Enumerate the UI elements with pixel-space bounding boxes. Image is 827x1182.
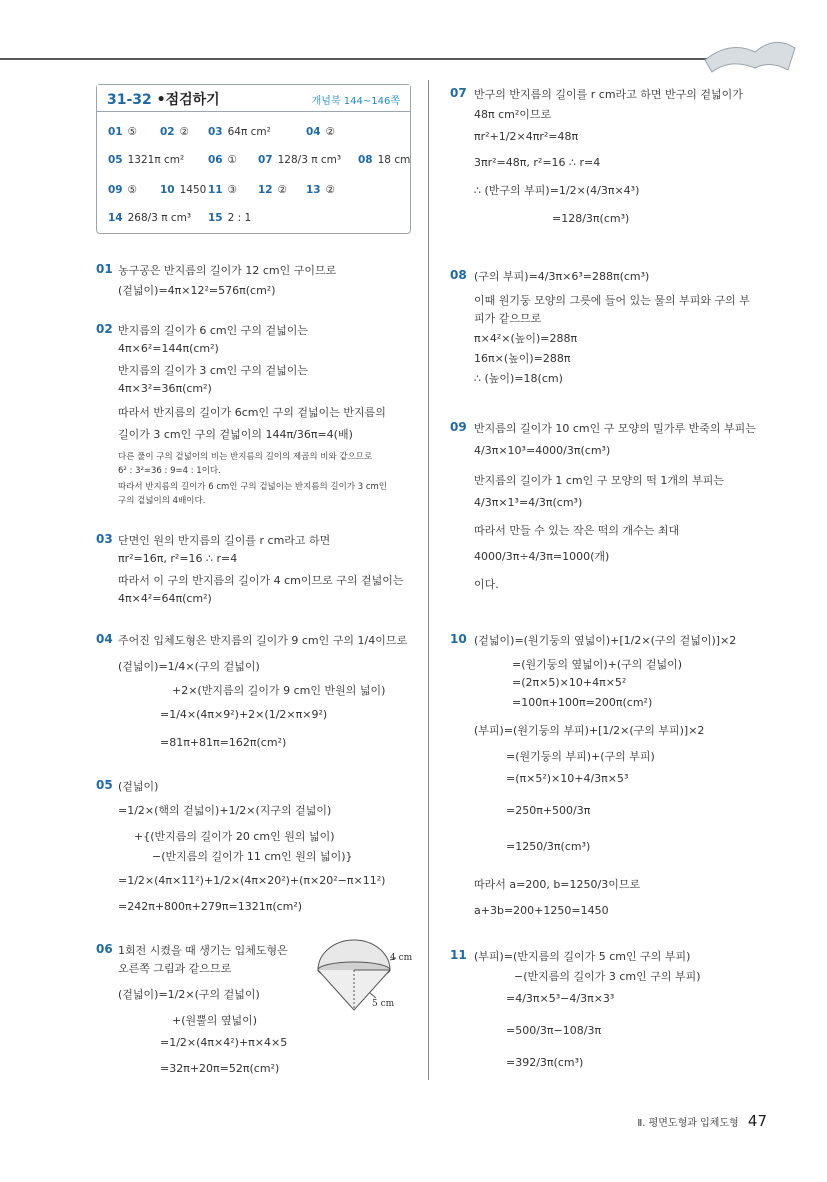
answer-item: 08 18 cm: [358, 154, 411, 166]
answer-item: 01 ⑤: [108, 126, 138, 138]
answer-item: 15 2 : 1: [208, 212, 252, 224]
answer-item: 02 ②: [160, 126, 190, 138]
answer-item: 13 ②: [306, 184, 336, 196]
answer-item: 04 ②: [306, 126, 336, 138]
answer-item: 03 64π cm²: [208, 126, 271, 138]
figure-label-slant: 5 cm: [372, 999, 395, 1009]
figure-label-radius: 4 cm: [390, 953, 413, 963]
answer-item: 12 ②: [258, 184, 288, 196]
page-number: 47: [747, 1112, 767, 1130]
top-rule: [0, 58, 760, 60]
answer-item: 11 ③: [208, 184, 238, 196]
corner-ribbon-icon: [700, 30, 800, 78]
page-footer: [637, 1112, 767, 1130]
answer-box-header: [97, 85, 410, 112]
answer-item: 07 128/3 π cm³: [258, 154, 342, 166]
answer-item: 06 ①: [208, 154, 238, 166]
answer-item: 09 ⑤: [108, 184, 138, 196]
answer-item: 10 1450: [160, 184, 207, 196]
hemisphere-cone-figure: [310, 938, 420, 1018]
box-title: 31-32 •점검하기: [107, 92, 220, 108]
column-divider: [428, 80, 429, 1080]
chapter-title: Ⅱ. 평면도형과 입체도형: [637, 1118, 739, 1129]
answer-item: 14 268/3 π cm³: [108, 212, 192, 224]
box-reference: 개념북 144~146쪽: [311, 96, 400, 107]
answer-item: 05 1321π cm²: [108, 154, 185, 166]
